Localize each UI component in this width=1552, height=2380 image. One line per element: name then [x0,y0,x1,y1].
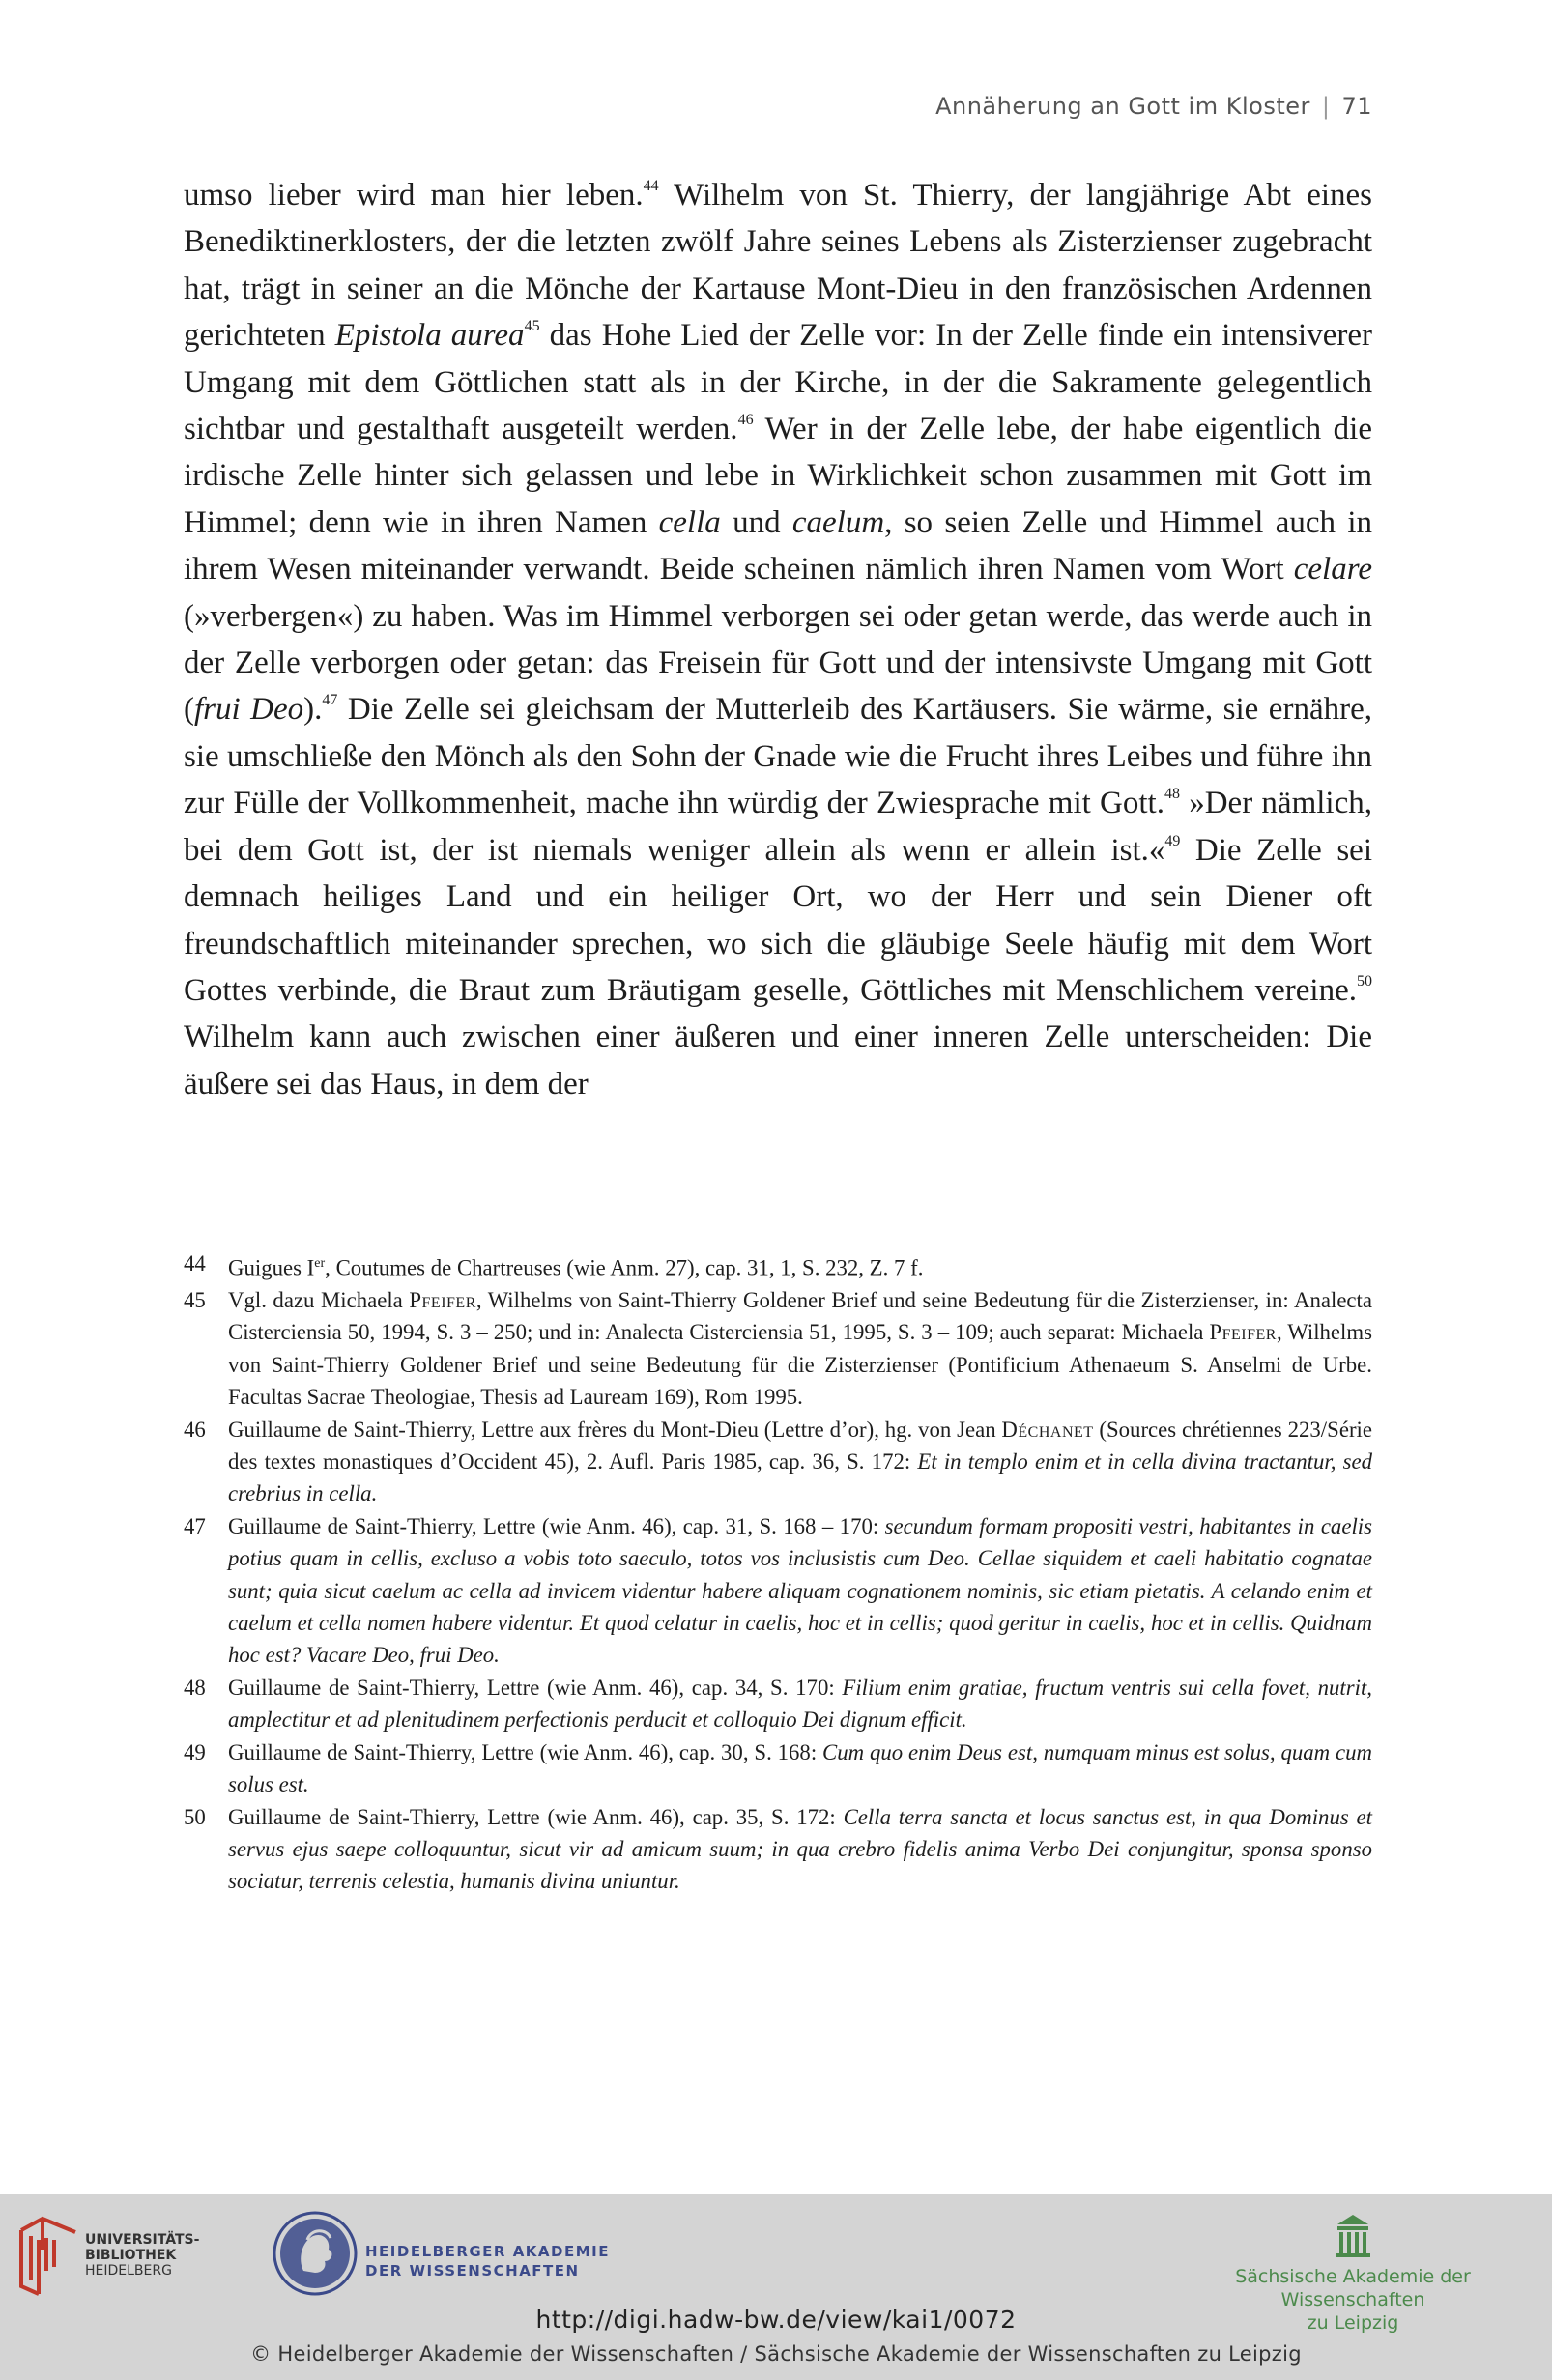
running-title: Annäherung an Gott im Kloster [935,93,1310,120]
body-segment: Die Zelle sei gleichsam der Mutterleib des Kartäusers. Sie wärme, sie ernähre, sie umschließe den Mönch als den Sohn der Gnade wie die Frucht ihres Leibes und führe ihn zur Fülle der Vollkommenheit, mache ihn würdig der Zwiesprache mit Gott. [184,692,1372,821]
italic-term: frui Deo [194,692,304,728]
university-library-logo[interactable] [17,2211,211,2298]
footnote-ref-50[interactable]: 50 [1357,972,1372,989]
latin-quote: secundum formam propositi vestri, habitantes in caelis potius quam in cellis, excluso a vobis toto saeculo, totos vos inclusistis cum Deo. Cellae siquidem et caeli habitatio cognatae sunt; quia sicut caelum ac cella ad invicem videntur habere aliquam cognationem nominis, sic etiam pietatis. A celando enim et caelum et cella nomen habere videntur. Et quod celatur in caelis, hoc et in cellis; quod geritur in caelis, hoc et in cellis. Quidnam hoc est? Vacare Deo, frui Deo. [228,1513,1372,1668]
hadw-name: HEIDELBERGER AKADEMIE DER WISSENSCHAFTEN [365,2243,610,2280]
minerva-medallion-icon [269,2207,361,2300]
footnote-46 [184,1414,1372,1510]
running-head-separator: | [1321,93,1331,120]
footnote-44 [184,1247,1372,1284]
footnote-text: Vgl. dazu Michaela Pfeifer, Wilhelms von Saint-Thierry Goldener Brief und seine Bedeutung für die Zisterzienser, in: Analecta Cisterciensia 50, 1994, S. 3 – 250; und in: Analecta Cisterciensia 51, 1995, S. 3 – 109; auch separat: Michaela Pfeifer, Wilhelms von Saint-Thierry Goldener Brief und seine Bedeutung für die Zisterzienser (Pontificium Athenaeum S. Anselmi de Urbe. Facultas Sacrae Theologiae, Thesis ad Lauream 169), Rom 1995. [228,1288,1373,1410]
italic-term: caelum [791,504,885,540]
footnote-text: Guillaume de Saint-Thierry, Lettre (wie Anm. 46), cap. 30, S. 168: Cum quo enim Deus est, numquam minus est solus, quam cum solus est. [228,1739,1372,1797]
footnote-text: Guillaume de Saint-Thierry, Lettre (wie Anm. 46), cap. 34, S. 170: Filium enim gratiae, fructum ventris sui cella fovet, nutrit, amplectitur et ad plenitudinem perfectionis perducit et colloquio Dei dignum efficit. [228,1675,1372,1733]
italic-term: celare [1293,552,1372,588]
body-segment: Wilhelm von St. Thierry, der langjährige Abt eines Benediktinerklosters, der die letzten zwölf Jahre seines Lebens als Zisterzienser zugebracht hat, trägt in seiner an die Mönche der Kartause Mont-Dieu in den französischen Ardennen gerichteten [184,178,1372,354]
body-paragraph [184,172,1372,1107]
latin-quote: Cella terra sancta et locus sanctus est, in qua Dominus et servus ejus saepe colloquuntur, sicut vir ad amicum suum; in qua crebro fidelis anima Verbo Dei conjungitur, sponsa sponso sociatur, terrenis celestia, humanis divina uniuntur. [228,1804,1372,1894]
running-head [935,93,1372,120]
footnote-text: Guillaume de Saint-Thierry, Lettre (wie Anm. 46), cap. 35, S. 172: Cella terra sancta et locus sanctus est, in qua Dominus et servus ejus saepe colloquuntur, sicut vir ad amicum suum; in qua crebro fidelis anima Verbo Dei conjungitur, sponsa sponso sociatur, terrenis celestia, humanis divina uniuntur. [228,1804,1372,1894]
body-segment: »Der nämlich, bei dem Gott ist, der ist niemals weniger allein als wenn er allein ist.« [184,786,1372,868]
university-library-emblem-icon [17,2211,79,2296]
copyright-notice: © Heidelberger Akademie der Wissenschaften / Sächsische Akademie der Wissenschaften zu Leipzig [250,2342,1302,2366]
footnote-text: Guigues Ier, Coutumes de Chartreuses (wie Anm. 27), cap. 31, 1, S. 232, Z. 7 f. [228,1255,924,1280]
latin-quote: Cum quo enim Deus est, numquam minus est solus, quam cum solus est. [228,1739,1372,1797]
author-name: Pfeifer [409,1288,476,1312]
latin-quote: Filium enim gratiae, fructum ventris sui cella fovet, nutrit, amplectitur et ad plenitudinem perfectionis perducit et colloquio Dei dignum efficit. [228,1675,1372,1733]
author-name: Déchanet [1001,1417,1094,1442]
author-name: Pfeifer [1209,1320,1277,1345]
body-segment: (»verbergen«) zu haben. Was im Himmel verborgen sei oder getan werde, das werde auch in der Zelle verborgen oder getan: das Freisein für Gott und der intensivste Umgang mit Gott ( [184,598,1372,728]
footnote-ref-46[interactable]: 46 [737,412,754,429]
footnote-ref-48[interactable]: 48 [1164,786,1180,803]
footnote-47 [184,1510,1372,1672]
italic-term: Epistola aurea [334,318,525,354]
footnote-45 [184,1284,1372,1414]
footnote-number: 47 [184,1513,206,1538]
footnote-text: Guillaume de Saint-Thierry, Lettre (wie Anm. 46), cap. 31, S. 168 – 170: secundum formam propositi vestri, habitantes in caelis potius quam in cellis, excluso a vobis toto saeculo, totos vos inclusistis cum Deo. Cellae siquidem et caeli habitatio cognatae sunt; quia sicut caelum ac cella ad invicem videntur habere aliquam cognationem nominis, sic etiam pietatis. A celando enim et caelum et cella nomen habere videntur. Et quod celatur in caelis, hoc et in cellis; quod geritur in caelis, hoc et in cellis. Quidnam hoc est? Vacare Deo, frui Deo. [228,1513,1372,1668]
footnote-ref-44[interactable]: 44 [643,178,659,194]
latin-quote: Et in templo enim et in cella divina tractantur, sed crebrius in cella. [228,1449,1372,1506]
body-segment: , so seien Zelle und Himmel auch in ihrem Wesen miteinander verwandt. Beide scheinen nämlich ihren Namen vom Wort [184,504,1373,588]
footnote-ref-49[interactable]: 49 [1164,832,1181,849]
footnote-text: Guillaume de Saint-Thierry, Lettre aux frères du Mont-Dieu (Lettre d’or), hg. von Jean Déchanet (Sources chrétiennes 223/Série des textes monastiques d’Occident 45), 2. Aufl. Paris 1985, cap. 36, S. 172: Et in templo enim et in cella divina tractantur, sed crebrius in cella. [228,1417,1372,1506]
italic-term: cella [658,504,721,540]
saw-name: Sächsische Akademie der Wissenschaften zu Leipzig [1235,2266,1471,2334]
body-segment: Die Zelle sei demnach heiliges Land und ein heiliger Ort, wo der Herr und sein Diener oft freundschaftlich miteinander sprechen, wo sich die gläubige Seele häufig mit dem Wort Gottes verbinde, die Braut zum Bräutigam geselle, Göttliches mit Menschlichem vereine. [184,832,1372,1008]
body-segment: Wilhelm kann auch zwischen einer äußeren und einer inneren Zelle unterscheiden: Die äußere sei das Haus, in dem der [184,1019,1372,1102]
footnote-number: 45 [184,1288,206,1312]
permalink-url[interactable]: http://digi.hadw-bw.de/view/kai1/0072 [535,2306,1017,2334]
footnote-number: 50 [184,1804,206,1829]
university-library-name: UNIVERSITÄTS- BIBLIOTHEK HEIDELBERG [85,2232,200,2279]
body-segment: das Hohe Lied der Zelle vor: In der Zelle finde ein intensiverer Umgang mit dem Göttlichen statt als in der Kirche, in der die Sakramente gelegentlich sichtbar und gestalthaft ausgeteilt werden. [184,318,1372,447]
footnote-number: 44 [184,1251,206,1276]
hadw-logo[interactable] [269,2207,636,2304]
body-segment: ). [303,692,323,728]
footnote-50 [184,1801,1372,1898]
footnote-number: 46 [184,1417,206,1442]
footnote-ref-45[interactable]: 45 [524,318,540,335]
academy-building-icon [1334,2213,1372,2259]
footnote-number: 48 [184,1675,206,1700]
page-number: 71 [1341,93,1372,120]
body-text [184,172,1372,1107]
body-segment: umso lieber wird man hier leben. [184,178,644,213]
footnote-49 [184,1736,1372,1801]
footnotes [184,1247,1372,1898]
body-segment: Wer in der Zelle lebe, der habe eigentlich die irdische Zelle hinter sich gelassen und lebe in Wirklichkeit schon zusammen mit Gott im Himmel; denn wie in ihren Namen [184,412,1372,540]
footnote-number: 49 [184,1739,206,1764]
footnote-48 [184,1672,1372,1736]
digitization-footer [0,2194,1552,2380]
body-segment: und [720,504,792,540]
footnote-ref-47[interactable]: 47 [322,692,338,709]
